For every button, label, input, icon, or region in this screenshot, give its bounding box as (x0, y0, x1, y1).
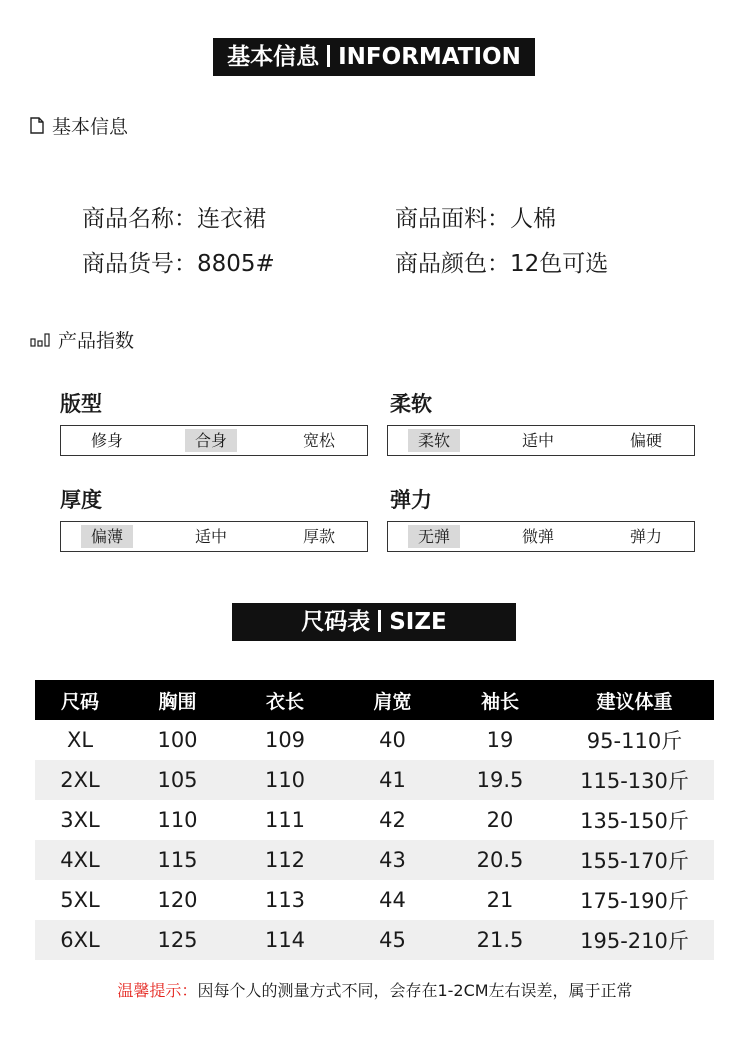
table-cell: 5XL (60, 888, 100, 912)
table-cell: 19.5 (445, 760, 555, 800)
product-color: 商品颜色：12色可选 (395, 251, 609, 277)
table-cell: 44 (379, 888, 406, 912)
table-cell: 175-190斤 (580, 889, 689, 913)
table-cell: 45 (340, 920, 445, 960)
banner-separator (378, 610, 381, 632)
table-cell: 20.5 (445, 840, 555, 880)
table-cell: 113 (264, 888, 306, 912)
table-cell: 3XL (60, 808, 100, 832)
fit-scale (60, 425, 368, 456)
thickness-option: 适中 (194, 527, 227, 546)
table-cell: 40 (379, 728, 406, 752)
table-cell: 4XL (35, 840, 125, 880)
softness-option: 适中 (521, 431, 554, 450)
table-cell: 112 (230, 840, 340, 880)
elasticity-scale (387, 521, 695, 552)
warm-tip (0, 978, 750, 1001)
table-cell: 20 (486, 808, 514, 832)
document-icon (30, 117, 44, 134)
table-row (35, 880, 714, 920)
warm-tip-label: 温馨提示： (117, 981, 198, 1000)
elasticity-option: 无弹 (408, 525, 460, 548)
banner-separator (327, 45, 330, 67)
softness-title: 柔软 (390, 392, 432, 416)
table-cell: 19 (486, 728, 514, 752)
product-index-heading (30, 326, 134, 353)
size-banner (232, 603, 516, 641)
table-cell: 41 (340, 760, 445, 800)
table-cell: 2XL (35, 760, 125, 800)
fit-option: 合身 (185, 429, 237, 452)
table-cell: 115-130斤 (555, 760, 714, 800)
header-cell: 尺码 (35, 680, 125, 720)
elasticity-option: 微弹 (521, 527, 554, 546)
table-row (35, 840, 714, 880)
thickness-title: 厚度 (60, 488, 102, 512)
table-row (35, 720, 714, 760)
header-cell: 袖长 (445, 680, 555, 720)
table-cell: XL (66, 728, 94, 752)
softness-option: 偏硬 (629, 431, 662, 450)
table-row (35, 800, 714, 840)
softness-option: 柔软 (408, 429, 460, 452)
table-cell: 155-170斤 (555, 840, 714, 880)
fit-title: 版型 (60, 392, 102, 416)
table-row (35, 760, 714, 800)
basic-info-title: 基本信息 (52, 116, 129, 138)
table-cell: 21.5 (445, 920, 555, 960)
softness-scale (387, 425, 695, 456)
table-cell: 95-110斤 (586, 729, 683, 753)
table-cell: 120 (157, 888, 198, 912)
table-cell: 42 (379, 808, 406, 832)
product-material: 商品面料：人棉 (395, 206, 556, 232)
table-cell: 125 (125, 920, 230, 960)
table-cell: 43 (340, 840, 445, 880)
size-banner-en: SIZE (389, 609, 447, 635)
header-cell: 衣长 (230, 680, 340, 720)
table-cell: 105 (125, 760, 230, 800)
table-cell: 195-210斤 (555, 920, 714, 960)
size-banner-cn: 尺码表 (301, 609, 371, 635)
thickness-option: 厚款 (302, 527, 335, 546)
info-banner-en: INFORMATION (338, 44, 521, 70)
warm-tip-text: 因每个人的测量方式不同，会存在1-2CM左右误差，属于正常 (197, 981, 633, 1000)
table-cell: 110 (230, 760, 340, 800)
elasticity-option: 弹力 (629, 527, 662, 546)
header-cell: 肩宽 (340, 680, 445, 720)
thickness-scale (60, 521, 368, 552)
thickness-option: 偏薄 (81, 525, 133, 548)
info-banner (213, 38, 535, 76)
table-cell: 100 (157, 728, 198, 752)
fit-option: 宽松 (302, 431, 335, 450)
table-cell: 21 (486, 888, 514, 912)
table-cell: 110 (157, 808, 198, 832)
table-cell: 111 (264, 808, 306, 832)
table-row (35, 920, 714, 960)
table-cell: 109 (264, 728, 306, 752)
basic-info-heading (30, 112, 128, 139)
header-cell: 胸围 (125, 680, 230, 720)
product-index-title: 产品指数 (58, 330, 135, 352)
table-cell: 6XL (35, 920, 125, 960)
product-name: 商品名称：连衣裙 (82, 206, 266, 232)
bar-chart-icon (30, 333, 50, 347)
table-cell: 115 (125, 840, 230, 880)
size-table (35, 680, 714, 960)
table-cell: 135-150斤 (580, 809, 689, 833)
size-table-header (35, 680, 714, 720)
product-code: 商品货号：8805# (82, 251, 275, 277)
table-cell: 114 (230, 920, 340, 960)
header-cell: 建议体重 (555, 680, 714, 720)
info-banner-cn: 基本信息 (227, 44, 320, 70)
elasticity-title: 弹力 (390, 488, 432, 512)
fit-option: 修身 (90, 431, 123, 450)
